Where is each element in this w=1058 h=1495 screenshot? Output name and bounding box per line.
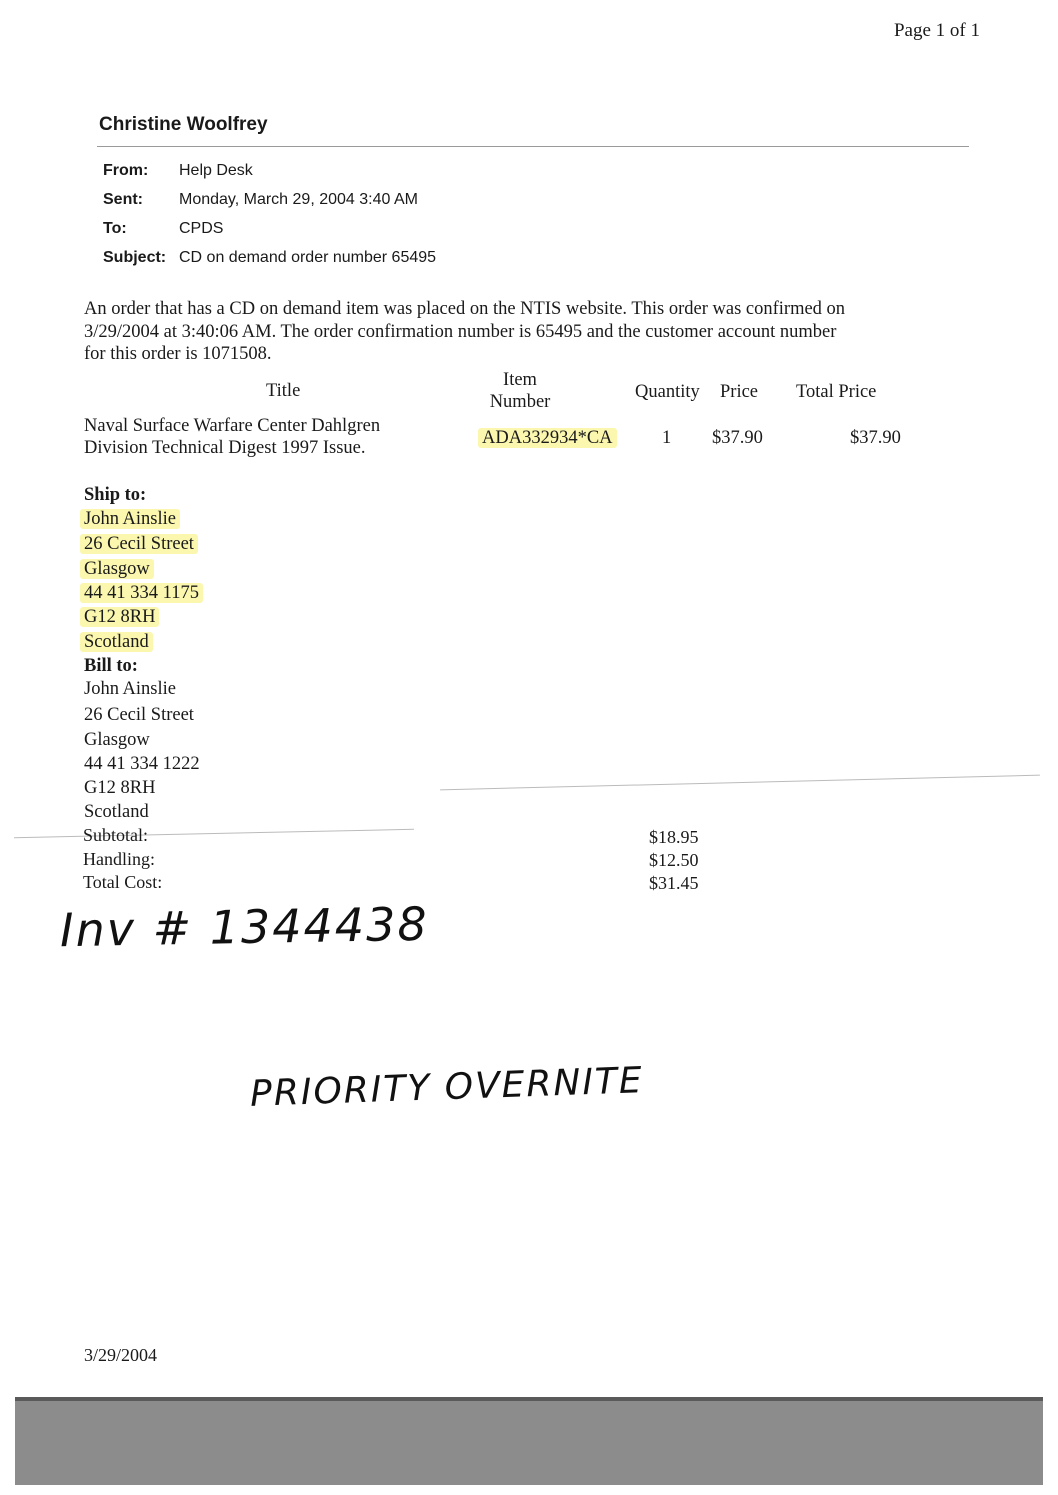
ship-to-line (80, 533, 198, 555)
col-header-item-number (484, 369, 556, 413)
row-quantity: 1 (662, 428, 672, 448)
handling-value: $12.50 (649, 850, 699, 870)
sent-value: Monday, March 29, 2004 3:40 AM (179, 191, 418, 208)
intro-line: 3/29/2004 at 3:40:06 AM. The order confirmation number is 65495 and the customer account number (84, 321, 837, 342)
to-value: CPDS (179, 220, 224, 237)
col-header-total-price: Total Price (796, 382, 877, 402)
subtotal-label: Subtotal: (83, 825, 149, 845)
col-header-item-line2: Number (489, 392, 551, 412)
subject-label: Subject: (103, 249, 167, 266)
row-item-number (478, 427, 617, 449)
bill-to-street: 26 Cecil Street (84, 705, 194, 725)
ship-to-line (80, 508, 180, 530)
to-label: To: (103, 220, 127, 237)
subtotal-value: $18.95 (649, 827, 699, 847)
row-total-price: $37.90 (850, 428, 901, 448)
total-cost-value: $31.45 (649, 873, 699, 893)
bill-to-phone: 44 41 334 1222 (84, 754, 200, 774)
total-cost-label: Total Cost: (83, 872, 163, 892)
ship-to-country: Scotland (80, 632, 153, 652)
ship-to-label: Ship to: (84, 485, 147, 505)
from-label: From: (103, 162, 149, 179)
row-title-line2: Division Technical Digest 1997 Issue. (84, 438, 366, 458)
ship-to-line (80, 558, 154, 580)
ship-to-postcode: G12 8RH (80, 607, 159, 627)
bill-to-city: Glasgow (84, 730, 150, 750)
sender-name: Christine Woolfrey (99, 114, 268, 135)
bill-to-name: John Ainslie (84, 679, 176, 699)
ship-to-street: 26 Cecil Street (80, 534, 198, 554)
ship-to-line (80, 606, 159, 628)
bill-to-postcode: G12 8RH (84, 778, 156, 798)
row-title (84, 415, 380, 459)
scan-fold-line (14, 829, 414, 838)
ship-to-line (80, 631, 153, 653)
intro-line: for this order is 1071508. (84, 344, 272, 364)
handling-label: Handling: (83, 849, 155, 869)
ship-to-city: Glasgow (80, 559, 154, 579)
row-price: $37.90 (712, 428, 763, 448)
sent-label: Sent: (103, 191, 143, 208)
row-title-line1: Naval Surface Warfare Center Dahlgren (84, 416, 381, 436)
col-header-price: Price (720, 382, 759, 402)
row-item-number-text: ADA332934*CA (478, 428, 617, 448)
bill-to-label: Bill to: (84, 656, 138, 676)
handwritten-invoice-number: Inv # 1344438 (59, 896, 430, 958)
handwritten-priority-note: PRIORITY OVERNITE (249, 1060, 645, 1115)
from-value: Help Desk (179, 162, 253, 179)
bill-to-country: Scotland (84, 802, 149, 822)
scan-fold-line (440, 775, 1040, 791)
col-header-item-line1: Item (503, 370, 537, 390)
ship-to-name: John Ainslie (80, 509, 180, 529)
header-divider (97, 146, 969, 147)
order-intro-paragraph (84, 298, 984, 366)
page-number: Page 1 of 1 (893, 20, 980, 41)
ship-to-phone: 44 41 334 1175 (80, 583, 203, 603)
scan-bar (15, 1397, 1043, 1485)
subject-value: CD on demand order number 65495 (179, 249, 437, 266)
col-header-title: Title (266, 381, 301, 401)
footer-date: 3/29/2004 (84, 1345, 158, 1365)
col-header-quantity: Quantity (635, 382, 700, 402)
intro-line: An order that has a CD on demand item was placed on the NTIS website. This order was confirmed on (84, 299, 846, 319)
ship-to-line (80, 582, 203, 604)
